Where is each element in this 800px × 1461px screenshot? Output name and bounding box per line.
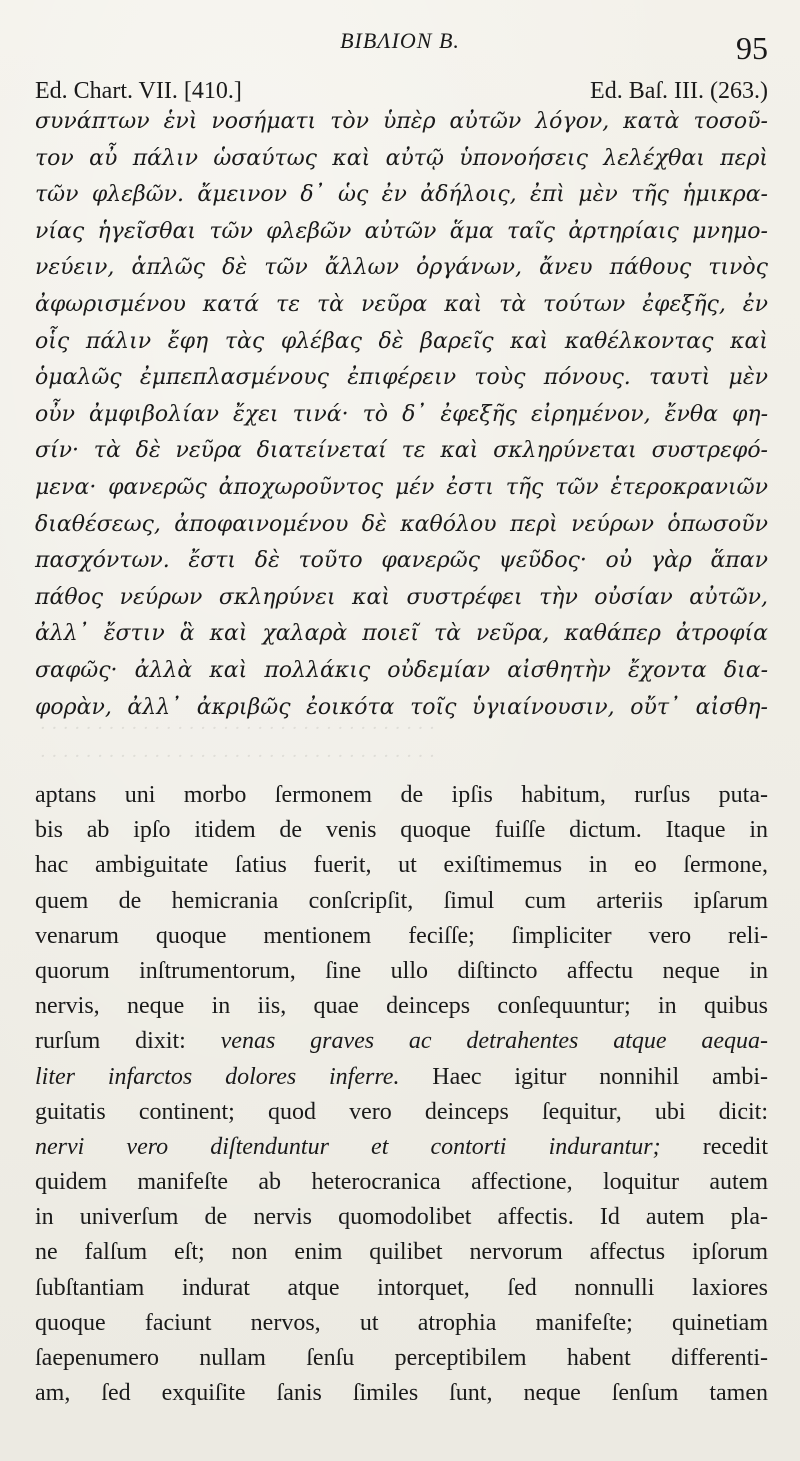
latin-text-segment: ne falſum eſt; non enim quilibet nervorum affectus ipſorum <box>35 1239 768 1266</box>
latin-text-line <box>35 1376 768 1411</box>
latin-text-segment: recedit <box>660 1133 768 1160</box>
greek-text-line: συνάπτων ἑνὶ νοσήματι τὸν ὑπὲρ αὐτῶν λόγον, κατὰ τοσοῦ- <box>35 109 768 134</box>
latin-text-segment: nervis, neque in iis, quae deinceps conſequuntur; in quibus <box>35 993 768 1020</box>
latin-text-line <box>35 813 768 848</box>
latin-translation-column <box>35 778 768 1411</box>
edition-reference-chartier: Ed. Chart. VII. [410.] <box>35 78 242 104</box>
latin-text-segment: in univerſum de nervis quomodolibet affectis. Id autem pla- <box>35 1204 768 1231</box>
latin-text-line <box>35 954 768 989</box>
latin-text-segment: venarum quoque mentionem feciſſe; ſimpliciter vero reli- <box>35 922 768 949</box>
latin-text-line <box>35 1130 768 1165</box>
latin-text-line <box>35 778 768 813</box>
latin-text-line <box>35 919 768 954</box>
latin-text-line <box>35 1235 768 1270</box>
greek-text-line: πάθος νεύρων σκληρύνει καὶ συστρέφει τὴν οὐσίαν αὐτῶν, <box>35 584 768 610</box>
latin-text-line <box>35 1024 768 1059</box>
greek-text-line: σίν· τὰ δὲ νεῦρα διατείνεταί τε καὶ σκληρύνεται συστρεφό- <box>35 438 768 464</box>
latin-text-line <box>35 884 768 919</box>
greek-text-line: σαφῶς· ἀλλὰ καὶ πολλάκις οὐδεμίαν αἰσθητὴν ἔχοντα δια- <box>35 657 768 683</box>
latin-text-segment: quorum inſtrumentorum, ſine ullo diſtincto affectu neque in <box>35 957 768 984</box>
latin-text-line <box>35 1060 768 1095</box>
greek-text-line: νίας ἡγεῖσθαι τῶν φλεβῶν αὐτῶν ἅμα ταῖς ἀρτηρίαις μνημο- <box>35 218 768 244</box>
greek-text-line: φορὰν, ἀλλ᾽ ἀκριβῶς ἐοικότα τοῖς ὑγιαίνουσιν, οὔτ᾽ αἰσθη- <box>35 694 768 720</box>
greek-text-line: διαθέσεως, ἀποφαινομένου δὲ καθόλου περὶ νεύρων ὁπωσοῦν <box>35 511 768 537</box>
bleed-through-shadow: · · · · · · · · · · · · · · · · · · · · · · · · · · · · · · · · · · · <box>40 746 435 767</box>
latin-text-segment: quoque faciunt nervos, ut atrophia manifeſte; quinetiam <box>35 1309 768 1336</box>
latin-text-segment: rurſum dixit: <box>35 1028 221 1055</box>
latin-text-segment: hac ambiguitate ſatius fuerit, ut exiſtimemus in eo ſermone, <box>35 852 768 879</box>
latin-text-segment: am, ſed exquiſite ſanis ſimiles ſunt, neque ſenſum tamen <box>35 1380 768 1407</box>
latin-text-segment: quem de hemicrania conſcripſit, ſimul cum arteriis ipſarum <box>35 887 768 914</box>
edition-reference-basel: Ed. Baſ. III. (263.) <box>590 78 768 104</box>
quoted-text-italic: nervi vero diſtenduntur et contorti indurantur; <box>35 1133 661 1160</box>
latin-text-line <box>35 1341 768 1376</box>
bleed-through-shadow: · · · · · · · · · · · · · · · · · · · · · · · · · · · · · · · · · · · <box>40 718 435 739</box>
edition-references <box>35 78 768 105</box>
greek-text-line: ἀλλ᾽ ἔστιν ἃ καὶ χαλαρὰ ποιεῖ τὰ νεῦρα, καθάπερ ἀτροφία <box>35 621 768 647</box>
quoted-text-italic: liter infarctos dolores inferre. <box>35 1063 400 1090</box>
latin-text-segment: Haec igitur nonnihil ambi- <box>399 1063 768 1090</box>
greek-text-line: ἀφωρισμένου κατά τε τὰ νεῦρα καὶ τὰ τούτων ἐφεξῆς, ἐν <box>35 291 768 317</box>
latin-text-line <box>35 1095 768 1130</box>
latin-text-line <box>35 1306 768 1341</box>
greek-text-line: τῶν φλεβῶν. ἄμεινον δ᾽ ὡς ἐν ἀδήλοις, ἐπὶ μὲν τῆς ἡμικρα- <box>35 182 768 208</box>
greek-text-line: νεύειν, ἁπλῶς δὲ τῶν ἄλλων ὀργάνων, ἄνευ πάθους τινὸς <box>35 255 768 281</box>
quoted-text-italic: venas graves ac detrahentes atque aequa- <box>220 1028 769 1055</box>
latin-text-segment: ſubſtantiam indurat atque intorquet, ſed nonnulli laxiores <box>35 1274 768 1301</box>
latin-text-segment: quidem manifeſte ab heterocranica affectione, loquitur autem <box>35 1169 768 1196</box>
latin-text-segment: aptans uni morbo ſermonem de ipſis habitum, rurſus puta- <box>35 782 768 808</box>
latin-text-line <box>35 1271 768 1306</box>
greek-text-line: μενα· φανερῶς ἀποχωροῦντος μέν ἐστι τῆς τῶν ἑτεροκρανιῶν <box>35 474 768 500</box>
latin-text-segment: ſaepenumero nullam ſenſu perceptibilem habent differenti- <box>35 1345 768 1371</box>
greek-text-line: οἷς πάλιν ἔφη τὰς φλέβας δὲ βαρεῖς καὶ καθέλκοντας καὶ <box>35 328 768 354</box>
latin-text-line <box>35 1165 768 1200</box>
greek-text-column <box>35 104 768 726</box>
running-title: BIBΛION B. <box>340 28 460 53</box>
latin-text-segment: bis ab ipſo itidem de venis quoque fuiſſe dictum. Itaque in <box>35 817 768 844</box>
greek-text-line: πασχόντων. ἔστι δὲ τοῦτο φανερῶς ψεῦδος· οὐ γὰρ ἅπαν <box>35 548 768 574</box>
latin-text-line <box>35 1200 768 1235</box>
greek-text-line: τον αὖ πάλιν ὡσαύτως καὶ αὐτῷ ὑπονοήσεις λελέχθαι περὶ <box>35 145 768 171</box>
latin-text-segment: guitatis continent; quod vero deinceps ſequitur, ubi dicit: <box>35 1098 768 1125</box>
latin-text-line <box>35 848 768 883</box>
greek-text-line: οὖν ἀμφιβολίαν ἔχει τινά· τὸ δ᾽ ἐφεξῆς εἰρημένον, ἔνθα φη- <box>35 401 768 427</box>
greek-text-line: ὁμαλῶς ἐμπεπλασμένους ἐπιφέρειν τοὺς πόνους. ταυτὶ μὲν <box>35 365 768 391</box>
latin-text-line <box>35 989 768 1024</box>
page-number: 95 <box>736 30 768 66</box>
